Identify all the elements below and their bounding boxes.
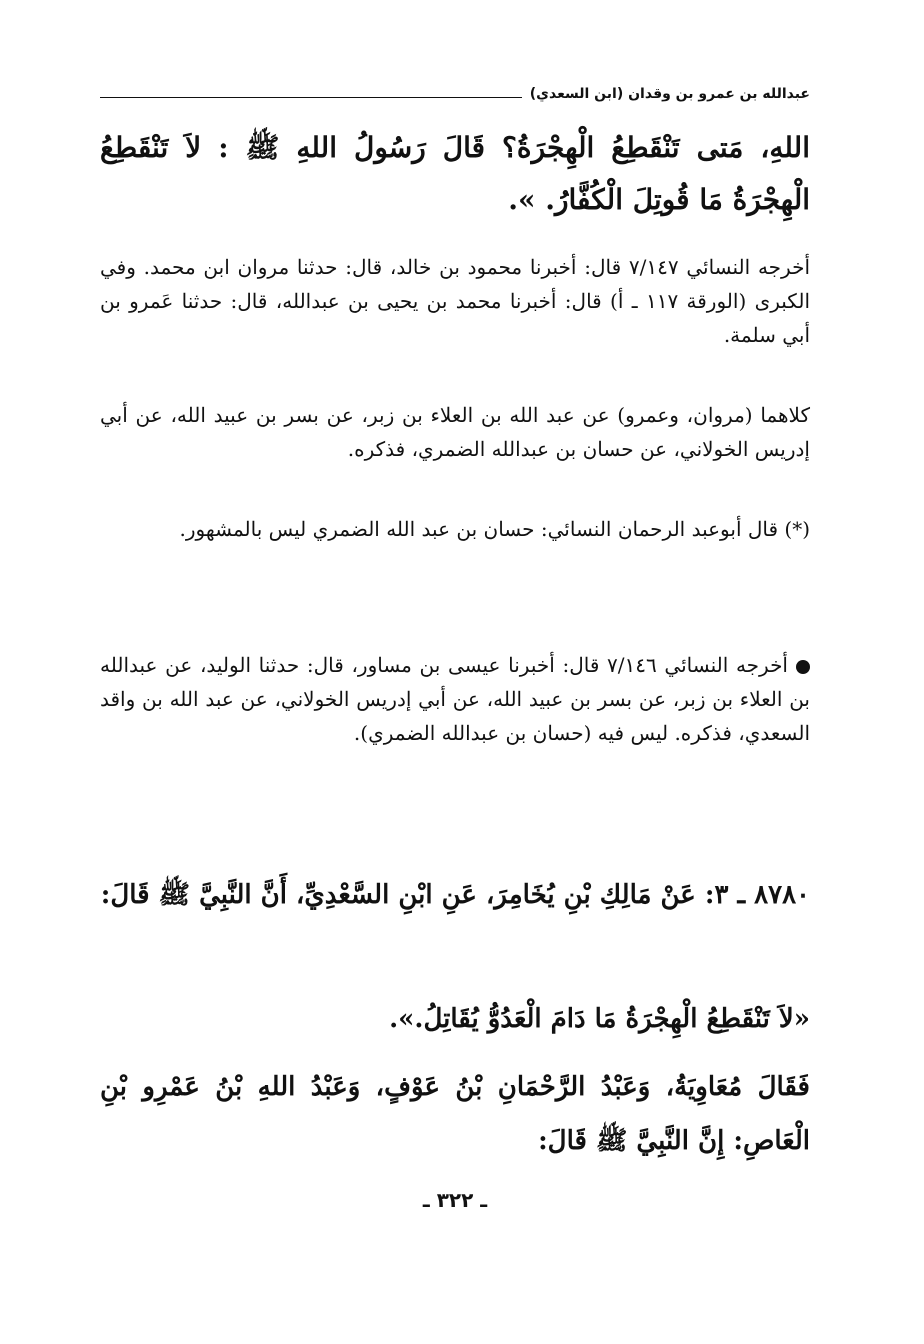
- book-page: [100, 60, 810, 1290]
- note-paragraph-4: [100, 648, 810, 750]
- quote-block: اللهِ، مَتى تَنْقَطِعُ الْهِجْرَةُ؟ قَالَ رَسُولُ اللهِ ﷺ : لاَ تَنْقَطِعُ الْهِجْرَةُ مَا قُوتِلَ الْكُفَّارُ. ».: [100, 131, 810, 216]
- header-rule: [100, 97, 522, 98]
- hadith-intro: ٨٧٨٠ ـ ٣: عَنْ مَالِكِ بْنِ يُخَامِرَ، عَنِ ابْنِ السَّعْدِيِّ، أَنَّ النَّبِيَّ ﷺ قَالَ:: [100, 880, 810, 910]
- hadith-saying: «لاَ تَنْقَطِعُ الْهِجْرَةُ مَا دَامَ الْعَدُوُّ يُقَاتِلُ.».: [389, 1004, 810, 1034]
- running-header: [100, 80, 810, 104]
- note-paragraph-3: (*) قال أبوعبد الرحمان النسائي: حسان بن عبد الله الضمري ليس بالمشهور.: [179, 517, 810, 541]
- header-title: عبدالله بن عمرو بن وقدان (ابن السعدي): [529, 86, 810, 102]
- note-paragraph-1: أخرجه النسائي ٧/١٤٧ قال: أخبرنا محمود بن خالد، قال: حدثنا مروان ابن محمد. وفي الكبرى (الورقة ١١٧ ـ أ) قال: أخبرنا محمد بن يحيى بن عبدالله، قال: حدثنا عَمرو بن أبي سلمة.: [100, 255, 810, 347]
- note-paragraph-4-text: أخرجه النسائي ٧/١٤٦ قال: أخبرنا عيسى بن مساور، قال: حدثنا الوليد، عن عبدالله بن العلاء بن زبر، عن بسر بن عبيد الله، عن أبي إدريس الخولاني، عن عبد الله بن واقد السعدي، فذكره. ليس فيه (حسان بن عبدالله الضمري).: [100, 653, 810, 745]
- page-number: ـ ٣٢٢ ـ: [422, 1188, 488, 1212]
- hadith-continuation: فَقَالَ مُعَاوِيَةُ، وَعَبْدُ الرَّحْمَانِ بْنُ عَوْفٍ، وَعَبْدُ اللهِ بْنُ عَمْرِو بْنِ الْعَاصِ: إِنَّ النَّبِيَّ ﷺ قَالَ:: [100, 1072, 810, 1156]
- bullet-icon: [796, 660, 810, 674]
- note-paragraph-2: كلاهما (مروان، وعمرو) عن عبد الله بن العلاء بن زبر، عن بسر بن عبيد الله، عن أبي إدريس الخولاني، عن حسان بن عبدالله الضمري، فذكره.: [100, 403, 810, 461]
